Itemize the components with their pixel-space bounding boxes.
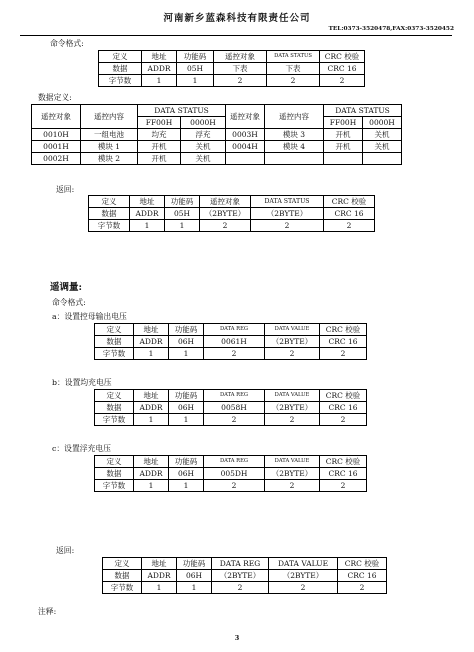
table-row: [32, 105, 402, 117]
table-cell: 1: [134, 414, 169, 426]
table-cell: 地址: [134, 324, 169, 336]
table-cell: ADDR: [134, 468, 169, 480]
table-cell: 005DH: [204, 468, 265, 480]
ra-item-table: [94, 389, 367, 426]
table-cell: 1: [169, 480, 204, 492]
table-cell: （2BYTE）: [251, 208, 324, 220]
table-cell: CRC 16: [324, 208, 375, 220]
table-cell: （2BYTE）: [212, 570, 269, 582]
table-cell: 字节数: [89, 220, 130, 232]
table-row: [99, 51, 365, 63]
table-cell: 1: [134, 480, 169, 492]
table-cell: 定义: [95, 324, 134, 336]
table-cell: 均充: [138, 129, 181, 141]
table-header: FF00H: [138, 117, 181, 129]
table-cell: 2: [200, 220, 251, 232]
rc-return-label: 返回:: [56, 185, 75, 194]
table-header: 遥控内容: [265, 105, 324, 129]
table-cell: 定义: [103, 558, 142, 570]
table-cell: DATA VALUE: [265, 390, 320, 402]
note-label: 注释:: [38, 607, 57, 616]
table-row: [95, 456, 367, 468]
table-cell: 06H: [169, 468, 204, 480]
table-cell: DATA VALUE: [265, 456, 320, 468]
table-cell: （2BYTE）: [269, 570, 338, 582]
table-cell: 2: [265, 480, 320, 492]
table-cell: 2: [214, 75, 267, 87]
table-cell: 2: [204, 480, 265, 492]
table-cell: 字节数: [103, 582, 142, 594]
table-cell: 2: [204, 348, 265, 360]
table-cell: 开机: [324, 129, 363, 141]
table-cell: 2: [265, 348, 320, 360]
table-cell: DATA REG: [204, 456, 265, 468]
table-cell: 字节数: [95, 480, 134, 492]
table-cell: 1: [169, 414, 204, 426]
table-row: [32, 129, 402, 141]
table-row: [95, 348, 367, 360]
table-cell: 功能码: [165, 196, 200, 208]
ra-item-label: c：设置浮充电压: [52, 444, 111, 453]
table-cell: 2: [251, 220, 324, 232]
table-cell: 开机: [138, 141, 181, 153]
ra-item-label: b：设置均充电压: [52, 378, 112, 387]
ra-item-table: [94, 323, 367, 360]
header-divider: [20, 35, 452, 36]
table-cell: 关机: [363, 129, 402, 141]
table-cell: 0061H: [204, 336, 265, 348]
table-row: [103, 558, 387, 570]
table-cell: 字节数: [95, 414, 134, 426]
table-cell: 关机: [363, 141, 402, 153]
table-row: [103, 582, 387, 594]
table-cell: 地址: [142, 558, 177, 570]
table-cell: 数据: [99, 63, 142, 75]
table-cell: 2: [267, 75, 320, 87]
table-header: FF00H: [324, 117, 363, 129]
table-cell: 0003H: [226, 129, 265, 141]
table-cell: 模块 4: [265, 141, 324, 153]
table-cell: 0010H: [32, 129, 81, 141]
table-cell: 数据: [103, 570, 142, 582]
table-cell: 地址: [134, 456, 169, 468]
tel-fax: TEL:0373-3520478,FAX:0373-3520452: [328, 26, 454, 32]
table-cell: CRC 16: [338, 570, 387, 582]
table-cell: CRC 16: [320, 336, 367, 348]
table-cell: ADDR: [134, 402, 169, 414]
table-cell: 1: [142, 75, 177, 87]
table-row: [99, 75, 365, 87]
table-cell: DATA STATUS: [267, 51, 320, 63]
table-cell: （2BYTE）: [200, 208, 251, 220]
table-row: [103, 570, 387, 582]
table-cell: [363, 153, 402, 165]
table-cell: 定义: [89, 196, 130, 208]
table-cell: CRC 校验: [320, 456, 367, 468]
rc-data-def-label: 数据定义:: [38, 93, 72, 102]
table-cell: 2: [320, 75, 365, 87]
table-cell: 定义: [99, 51, 142, 63]
table-cell: 功能码: [177, 558, 212, 570]
table-cell: 下表: [214, 63, 267, 75]
table-cell: 遥控对象: [200, 196, 251, 208]
table-cell: 06H: [169, 402, 204, 414]
table-cell: 0058H: [204, 402, 265, 414]
table-cell: CRC 16: [320, 402, 367, 414]
table-header: 遥控对象: [226, 105, 265, 129]
table-cell: 数据: [95, 336, 134, 348]
table-cell: ADDR: [142, 63, 177, 75]
table-cell: 功能码: [169, 324, 204, 336]
ra-cmd-format-label: 命令格式:: [52, 298, 86, 307]
table-cell: 功能码: [169, 456, 204, 468]
page-number: 3: [234, 634, 240, 642]
table-cell: 一组电池: [81, 129, 138, 141]
table-row: [32, 141, 402, 153]
table-cell: 字节数: [99, 75, 142, 87]
table-cell: 定义: [95, 390, 134, 402]
ra-item-label: a：设置控母输出电压: [52, 312, 127, 321]
table-header: 遥控对象: [32, 105, 81, 129]
table-cell: 2: [320, 480, 367, 492]
table-cell: CRC 校验: [320, 390, 367, 402]
table-row: [95, 480, 367, 492]
table-cell: CRC 16: [320, 63, 365, 75]
table-cell: 模块 3: [265, 129, 324, 141]
table-row: [99, 63, 365, 75]
rc-cmd-format-label: 命令格式:: [50, 39, 84, 48]
table-row: [32, 153, 402, 165]
table-cell: 2: [212, 582, 269, 594]
table-cell: 地址: [134, 390, 169, 402]
table-cell: ADDR: [142, 570, 177, 582]
table-cell: 下表: [267, 63, 320, 75]
table-cell: 2: [320, 414, 367, 426]
table-cell: 0001H: [32, 141, 81, 153]
table-cell: CRC 校验: [320, 324, 367, 336]
table-row: [95, 402, 367, 414]
table-cell: 06H: [177, 570, 212, 582]
table-cell: 字节数: [95, 348, 134, 360]
table-cell: 数据: [95, 402, 134, 414]
table-row: [89, 208, 375, 220]
table-cell: DATA STATUS: [251, 196, 324, 208]
table-cell: 0002H: [32, 153, 81, 165]
table-cell: 1: [177, 582, 212, 594]
table-cell: 定义: [95, 456, 134, 468]
table-cell: 2: [265, 414, 320, 426]
table-cell: CRC 校验: [324, 196, 375, 208]
table-cell: 关机: [181, 153, 226, 165]
table-cell: DATA REG: [204, 324, 265, 336]
table-cell: 05H: [177, 63, 214, 75]
table-row: [95, 390, 367, 402]
table-header: 遥控内容: [81, 105, 138, 129]
table-cell: 0004H: [226, 141, 265, 153]
table-cell: 地址: [130, 196, 165, 208]
table-cell: 开机: [324, 141, 363, 153]
table-cell: 2: [204, 414, 265, 426]
table-cell: 1: [142, 582, 177, 594]
table-cell: 05H: [165, 208, 200, 220]
table-cell: 1: [130, 220, 165, 232]
table-cell: 2: [320, 348, 367, 360]
table-cell: ADDR: [134, 336, 169, 348]
company-title: 河南新乡蓝森科技有限责任公司: [163, 13, 311, 24]
table-cell: 2: [269, 582, 338, 594]
table-cell: （2BYTE）: [265, 336, 320, 348]
table-row: [95, 468, 367, 480]
table-header: DATA STATUS: [324, 105, 402, 117]
table-row: [95, 414, 367, 426]
ra-item-table: [94, 455, 367, 492]
table-cell: 功能码: [177, 51, 214, 63]
table-cell: CRC 校验: [338, 558, 387, 570]
table-cell: 2: [338, 582, 387, 594]
table-cell: DATA VALUE: [265, 324, 320, 336]
table-cell: 模块 2: [81, 153, 138, 165]
ra-section-title: 遥调量:: [50, 282, 83, 293]
table-cell: CRC 16: [320, 468, 367, 480]
table-cell: ADDR: [130, 208, 165, 220]
ra-return-label: 返回:: [56, 546, 75, 555]
table-cell: 数据: [89, 208, 130, 220]
table-cell: 数据: [95, 468, 134, 480]
table-row: [89, 196, 375, 208]
rc-cmd-table: [98, 50, 365, 87]
table-cell: 1: [134, 348, 169, 360]
table-cell: 1: [177, 75, 214, 87]
table-cell: DATA VALUE: [269, 558, 338, 570]
table-header: 0000H: [181, 117, 226, 129]
table-cell: 模块 1: [81, 141, 138, 153]
table-header: 0000H: [363, 117, 402, 129]
table-cell: DATA REG: [204, 390, 265, 402]
table-cell: 1: [165, 220, 200, 232]
table-cell: DATA REG: [212, 558, 269, 570]
ra-return-table: [102, 557, 387, 594]
rc-data-def-table: [31, 104, 402, 165]
table-cell: [324, 153, 363, 165]
table-cell: 关机: [181, 141, 226, 153]
table-cell: 地址: [142, 51, 177, 63]
table-cell: CRC 校验: [320, 51, 365, 63]
table-row: [95, 324, 367, 336]
table-header: DATA STATUS: [138, 105, 226, 117]
table-cell: 1: [169, 348, 204, 360]
table-cell: 遥控对象: [214, 51, 267, 63]
table-cell: （2BYTE）: [265, 402, 320, 414]
table-cell: 06H: [169, 336, 204, 348]
table-cell: 功能码: [169, 390, 204, 402]
table-cell: 开机: [138, 153, 181, 165]
rc-return-table: [88, 195, 375, 232]
table-cell: 2: [324, 220, 375, 232]
table-row: [95, 336, 367, 348]
table-cell: （2BYTE）: [265, 468, 320, 480]
table-cell: 浮充: [181, 129, 226, 141]
table-cell: [226, 153, 265, 165]
table-row: [89, 220, 375, 232]
table-cell: [265, 153, 324, 165]
